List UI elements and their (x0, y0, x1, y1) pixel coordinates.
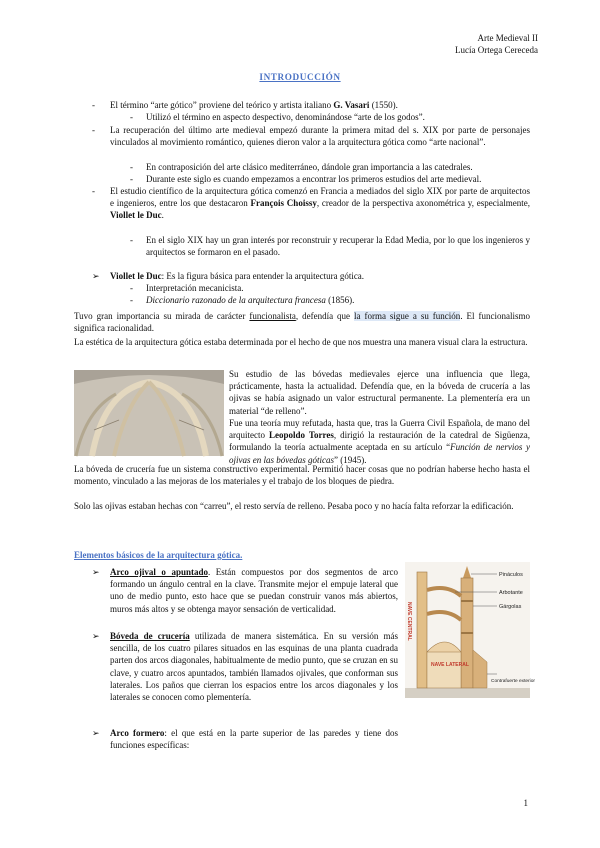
header-subject: Arte Medieval II (477, 33, 538, 43)
intro-b1-text: El término “arte gótico” proviene del teórico y artista italiano (110, 100, 334, 110)
central-nave-wall (417, 572, 427, 688)
intro-b2-sub1: En contraposición del arte clásico mediterráneo, dándole gran importancia a las catedrales. (146, 162, 473, 172)
element-text: utilizada de manera sistemática. En su versión más sencilla, de los cuatro pilares situados en las esquinas de una planta cuadrada parten dos arcos diagonales, habitualmente de medio punto, que se cruzan en su clave, y cuatro arcos apuntados, también llamados ojivales, que conforman sus laterales. Los paños que cierran los espacios entre los arcos diagonales y los laterales se conocen como plementería. (110, 631, 398, 703)
element-term: Bóveda de crucería (110, 631, 190, 641)
label-nave-lateral: NAVE LATERAL (431, 662, 469, 668)
bullet-dash: - (130, 295, 133, 305)
bullet-dash: - (92, 100, 95, 110)
header-author: Lucía Ortega Cereceda (455, 45, 538, 55)
boveda-para-1: La bóveda de crucería fue un sistema constructivo experimental. Permitió hacer cosas que no podrían haberse hecho hasta el momento, vinculado a las mejoras de los materiales y el trabajo de los bloques de piedra. (74, 464, 530, 487)
intro-b1-sub: Utilizó el término en aspecto despectivo, denominándose “arte de los godos”. (146, 112, 425, 122)
bullet-dash: - (130, 235, 133, 245)
vault-image (74, 370, 224, 456)
viollet-para-2: La estética de la arquitectura gótica estaba determinada por el hecho de que nos muestra una manera visual clara la estructura. (74, 337, 528, 347)
dictionary-title: Diccionario razonado de la arquitectura francesa (146, 295, 326, 305)
label-pinnacles: Pináculos (499, 572, 523, 578)
label-nave-central: NAVE CENTRAL (406, 602, 412, 641)
bullet-dash: - (92, 125, 95, 135)
section-title: Elementos básicos de la arquitectura gótica. (74, 550, 243, 560)
side-p2-mid: , dirigió la restauración de la catedral de Sigüenza, formulando la teoría actualmente aceptada en su artículo “ (229, 430, 530, 453)
label-buttress-arch: Arbotante (499, 590, 523, 596)
intro-bullet-3 (110, 185, 530, 222)
funcionalista-word: funcionalista (249, 311, 296, 321)
viollet-para-1 (74, 310, 530, 334)
element-text: : el que está en la parte superior de las paredes y tiene dos funciones específicas: (110, 728, 398, 751)
intro-b1-date: (1550). (369, 100, 398, 110)
lateral-nave-space (427, 652, 461, 688)
article-title: Función de nervios y ojivas en las bóvedas góticas (229, 442, 530, 465)
pier-band (461, 600, 473, 602)
element-text: . Están compuestos por dos segmentos de arco formando un ángulo central en la clave. Transmite mejor el empuje lateral que uno de medio punto, esto hace que se puedan construir vanos más abiertos, muros más altos y se obtenga mayor sensación de verticalidad. (110, 567, 399, 614)
viollet-term: Viollet le Duc (110, 271, 162, 281)
label-contrafuerte: Contrafuerte exterior (491, 679, 535, 684)
bullet-dash: - (92, 186, 95, 196)
intro-b2-sub2: Durante este siglo es cuando empezamos a encontrar los primeros estudios del arte medieval. (146, 174, 482, 184)
side-para-2 (229, 417, 530, 466)
arrow-bullet: ➢ (92, 567, 100, 577)
bullet-dash: - (130, 174, 133, 184)
choissy-name: François Choissy (250, 198, 317, 209)
viollet-line (110, 270, 530, 282)
arrow-bullet: ➢ (92, 631, 100, 641)
figure-ground (405, 688, 530, 698)
viollet-name: Viollet le Duc (110, 210, 162, 221)
form-follows-function: la forma sigue a su función (354, 311, 461, 321)
bullet-dash: - (130, 112, 133, 122)
element-term: Arco formero (110, 728, 165, 738)
element-arco-ojival (110, 566, 398, 615)
intro-b3-end: . (161, 210, 164, 221)
dictionary-date: (1856). (325, 295, 355, 305)
viollet-desc: : Es la figura básica para entender la arquitectura gótica. (161, 271, 365, 281)
p1-end: . El funcionalismo significa racionalidad. (74, 311, 530, 334)
pier-band (461, 632, 473, 634)
element-term: Arco ojival o apuntado (110, 567, 208, 577)
intro-bullet-1 (110, 99, 530, 111)
bullet-dash: - (130, 162, 133, 172)
arrow-bullet: ➢ (92, 271, 100, 281)
p1-text: Tuvo gran importancia su mirada de carácter (74, 311, 250, 321)
viollet-sub1: Interpretación mecanicista. (146, 283, 244, 293)
intro-bullet-2: La recuperación del último arte medieval empezó durante la primera mitad del s. XIX por parte de personajes vinculados al movimiento romántico, quienes dieron valor a la arquitectura gótica como “arte nacional”. (110, 125, 530, 148)
torres-name: Leopoldo Torres (269, 430, 334, 441)
page-number: 1 (523, 798, 528, 808)
page-header (455, 32, 538, 56)
cathedral-section-figure (405, 562, 535, 698)
intro-b3-text: El estudio científico de la arquitectura gótica comenzó en Francia a mediados del siglo XIX por parte de arquitectos e ingenieros, entre los que destacaron (110, 186, 530, 209)
element-boveda-cruceria (110, 630, 398, 703)
article-date: ” (1945). (334, 454, 367, 465)
intro-b3-sub: En el siglo XIX hay un gran interés por reconstruir y recuperar la Edad Media, por lo que los ingenieros y arquitectos se formaron en el pasado. (146, 235, 530, 258)
element-arco-formero (110, 727, 398, 751)
label-gargoyles: Gárgolas (499, 604, 522, 610)
side-para-1: Su estudio de las bóvedas medievales ejerce una influencia que llega, prácticamente, hasta la actualidad. Defendía que, en la bóveda de crucería a las ojivas se había asignado un valor estructural permanente. La plementería era un material “de relleno”. (229, 369, 530, 416)
intro-b3-mid: , creador de la perspectiva axonométrica y, especialmente, (316, 198, 530, 209)
viollet-sub2 (146, 294, 530, 306)
vasari-name: G. Vasari (333, 100, 370, 110)
arrow-bullet: ➢ (92, 728, 100, 738)
side-p2-text: Fue una teoría muy refutada, hasta que, tras la Guerra Civil Española, de mano del arquitecto (229, 418, 530, 441)
page-title: INTRODUCCIÓN (259, 72, 341, 82)
boveda-para-2: Solo las ojivas estaban hechas con “carreu”, el resto servía de relleno. Pesaba poco y no hacía falta reforzar la edificación. (74, 501, 514, 511)
bullet-dash: - (130, 283, 133, 293)
p1-mid: , defendía que (295, 311, 354, 321)
